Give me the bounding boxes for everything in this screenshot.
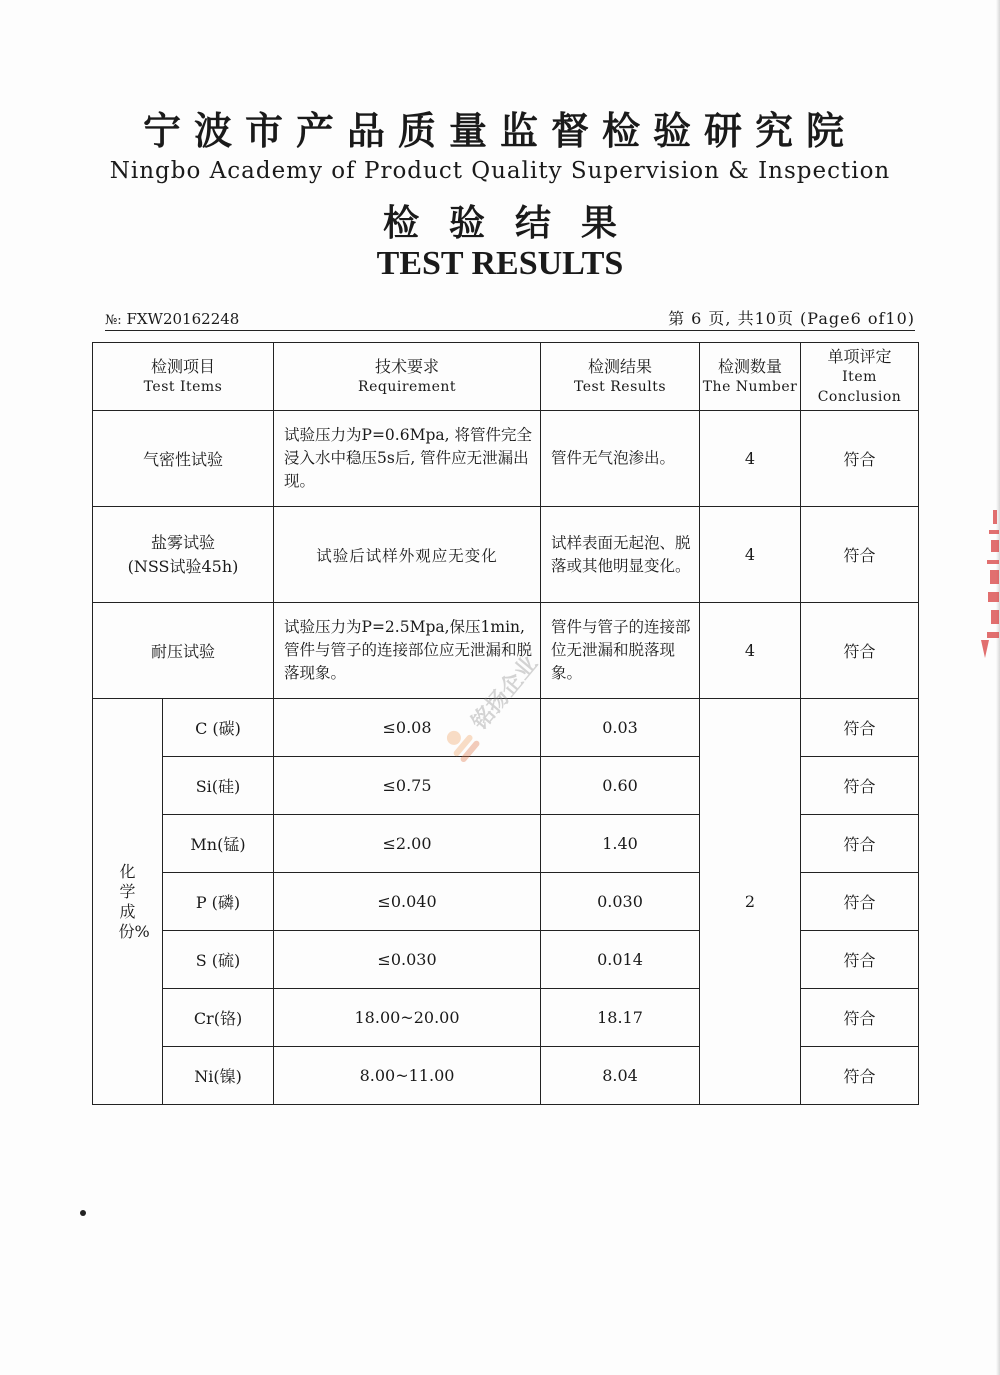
chem-result: 0.60	[541, 757, 700, 815]
chem-element: S (硫)	[163, 931, 274, 989]
chem-element: Mn(锰)	[163, 815, 274, 873]
org-title-cn: 宁波市产品质量监督检验研究院	[142, 108, 857, 153]
chem-result: 0.03	[541, 699, 700, 757]
doc-title-cn: 检验结果	[382, 202, 647, 244]
test-conclusion: 符合	[801, 603, 919, 699]
col-header-test-results: 检测结果 Test Results	[541, 343, 700, 411]
chem-requirement: 8.00~11.00	[274, 1047, 541, 1105]
chem-conclusion: 符合	[801, 815, 919, 873]
col-header-requirement: 技术要求 Requirement	[274, 343, 541, 411]
report-number-label: №:	[105, 313, 122, 328]
scan-speck	[80, 1210, 86, 1216]
chem-conclusion: 符合	[801, 873, 919, 931]
table-row	[93, 507, 919, 603]
test-conclusion: 符合	[801, 411, 919, 507]
test-result: 试样表面无起泡、脱落或其他明显变化。	[541, 507, 700, 603]
test-item: 耐压试验	[93, 603, 274, 699]
test-item	[93, 507, 274, 603]
table-header-row	[93, 343, 919, 411]
chem-conclusion: 符合	[801, 699, 919, 757]
chem-requirement: ≤0.75	[274, 757, 541, 815]
table-row	[93, 411, 919, 507]
test-result: 管件无气泡渗出。	[541, 411, 700, 507]
report-number	[105, 310, 239, 328]
chem-result: 18.17	[541, 989, 700, 1047]
chem-number: 2	[700, 699, 801, 1105]
chem-requirement: ≤0.040	[274, 873, 541, 931]
chem-element: Cr(铬)	[163, 989, 274, 1047]
test-item-name: 盐雾试验	[151, 532, 216, 552]
chem-conclusion: 符合	[801, 757, 919, 815]
chem-requirement: ≤0.08	[274, 699, 541, 757]
chem-conclusion: 符合	[801, 989, 919, 1047]
test-number: 4	[700, 603, 801, 699]
col-header-test-items: 检测项目 Test Items	[93, 343, 274, 411]
chem-conclusion: 符合	[801, 1047, 919, 1105]
report-meta-row	[105, 306, 915, 331]
col-header-number: 检测数量 The Number	[700, 343, 801, 411]
test-result: 管件与管子的连接部位无泄漏和脱落现象。	[541, 603, 700, 699]
chem-result: 0.030	[541, 873, 700, 931]
test-requirement: 试验后试样外观应无变化	[274, 507, 541, 603]
col-header-conclusion: 单项评定 Item Conclusion	[801, 343, 919, 411]
page-indicator: 第 6 页, 共10页 (Page6 of10)	[668, 309, 915, 328]
chem-conclusion: 符合	[801, 931, 919, 989]
test-item: 气密性试验	[93, 411, 274, 507]
chem-requirement: 18.00~20.00	[274, 989, 541, 1047]
test-requirement: 试验压力为P=0.6Mpa, 将管件完全浸入水中稳压5s后, 管件应无泄漏出现。	[274, 411, 541, 507]
test-number: 4	[700, 411, 801, 507]
chem-requirement: ≤0.030	[274, 931, 541, 989]
test-number: 4	[700, 507, 801, 603]
org-title-en: Ningbo Academy of Product Quality Supervision & Inspection	[109, 158, 891, 184]
chem-requirement: ≤2.00	[274, 815, 541, 873]
chem-result: 0.014	[541, 931, 700, 989]
chem-result: 8.04	[541, 1047, 700, 1105]
test-item-sub: (NSS试验45h)	[127, 556, 239, 576]
chem-result: 1.40	[541, 815, 700, 873]
chem-element: C (碳)	[163, 699, 274, 757]
chem-element: Si(硅)	[163, 757, 274, 815]
doc-title-en: TEST RESULTS	[376, 245, 624, 282]
seal-stamp-fragment	[975, 500, 1000, 670]
chem-group-label: 化学成份%	[93, 699, 163, 1105]
test-conclusion: 符合	[801, 507, 919, 603]
report-number-value: FXW20162248	[126, 310, 240, 328]
test-requirement: 试验压力为P=2.5Mpa,保压1min,管件与管子的连接部位应无泄漏和脱落现象。	[274, 603, 541, 699]
watermark-text: 铭扬企业	[466, 650, 543, 736]
chem-element: Ni(镍)	[163, 1047, 274, 1105]
chem-element: P (磷)	[163, 873, 274, 931]
